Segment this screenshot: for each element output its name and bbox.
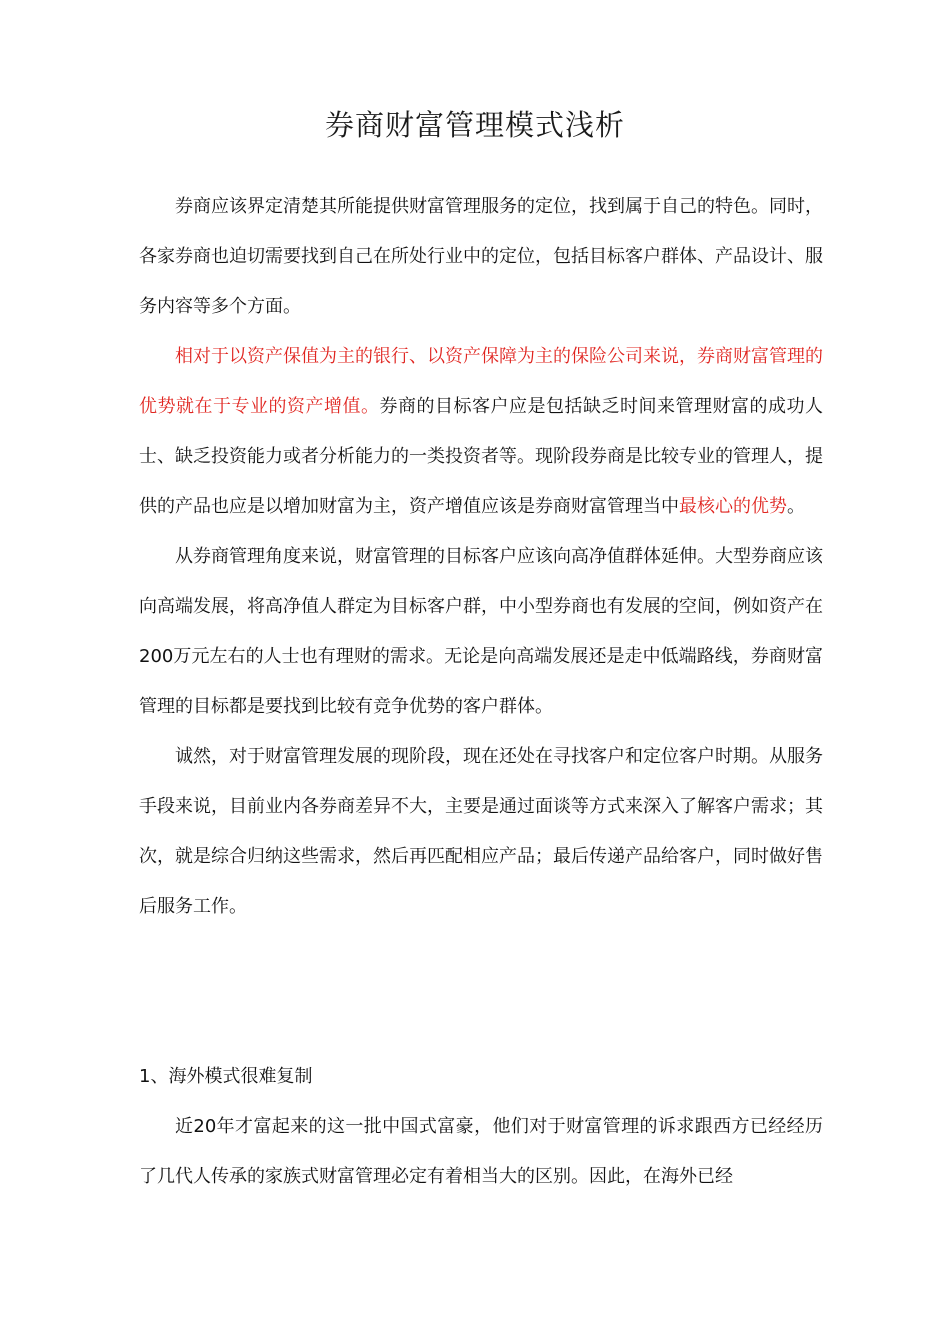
page-title: 券商财富管理模式浅析 [324, 108, 625, 142]
section-paragraph: 近20年才富起来的这一批中国式富豪，他们对于财富管理的诉求跟西方已经经历了几代人传承的家族式财富管理必定有着相当大的区别。因此，在海外已经 [139, 1116, 823, 1187]
highlight-text-lead: 相对于以资产保值为主的银行、以资产保障为主的保险公司来说，券商财富管理的优势就在于专业的资产增值。 [139, 346, 823, 417]
paragraph-2-middle: 券商的目标客户应是包括缺乏时间来管理财富的成功人士、缺乏投资能力或者分析能力的一类投资者等。现阶段券商是比较专业的管理人，提供的产品也应是以增加财富为主，资产增值应该是券商财富管理当中 [139, 396, 823, 517]
paragraph-3: 从券商管理角度来说，财富管理的目标客户应该向高净值群体延伸。大型券商应该向高端发展，将高净值人群定为目标客户群，中小型券商也有发展的空间，例如资产在200万元左右的人士也有理财的需求。无论是向高端发展还是走中低端路线，券商财富管理的目标都是要找到比较有竞争优势的客户群体。 [139, 546, 823, 717]
highlight-text-tail: 最核心的优势 [679, 496, 787, 517]
section-body [139, 1102, 823, 1202]
section-heading: 1、海外模式很难复制 [139, 1066, 313, 1087]
paragraph-4: 诚然，对于财富管理发展的现阶段，现在还处在寻找客户和定位客户时期。从服务手段来说，目前业内各券商差异不大，主要是通过面谈等方式来深入了解客户需求；其次，就是综合归纳这些需求，然后再匹配相应产品；最后传递产品给客户，同时做好售后服务工作。 [139, 746, 823, 917]
paragraph-2-end: 。 [787, 496, 805, 517]
document-body [139, 182, 823, 932]
paragraph-2 [139, 332, 823, 532]
paragraph-1: 券商应该界定清楚其所能提供财富管理服务的定位，找到属于自己的特色。同时，各家券商也迫切需要找到自己在所处行业中的定位，包括目标客户群体、产品设计、服务内容等多个方面。 [139, 196, 823, 317]
